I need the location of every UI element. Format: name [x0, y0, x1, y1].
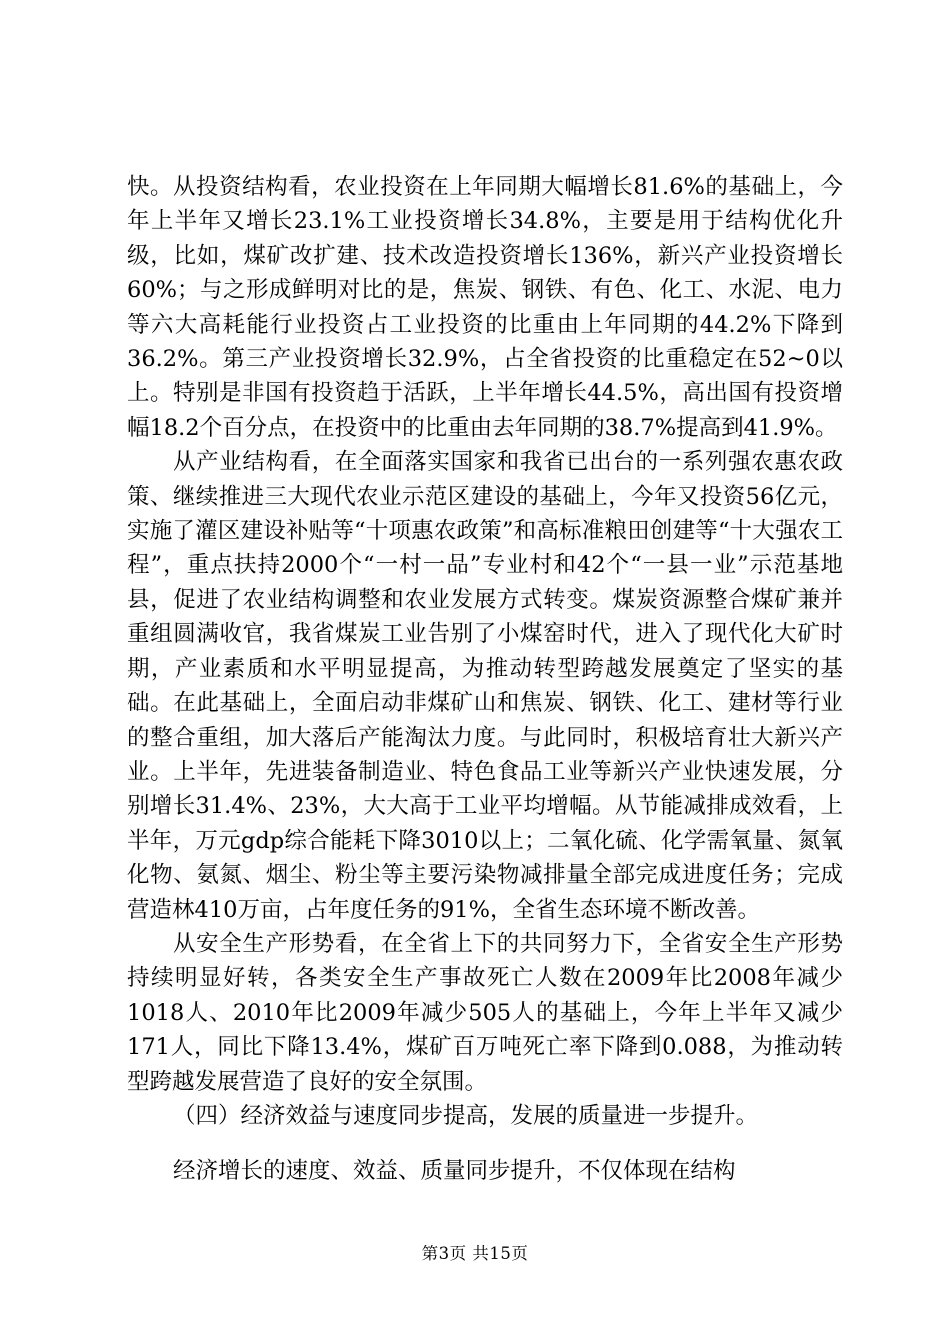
paragraph-investment-structure: 快。从投资结构看，农业投资在上年同期大幅增长81.6%的基础上，今年上半年又增长23.1%工业投资增长34.8%，主要是用于结构优化升级，比如，煤矿改扩建、技术改造投资增长136%，新兴产业投资增长60%；与之形成鲜明对比的是，焦炭、钢铁、有色、化工、水泥、电力等六大高耗能行业投资占工业投资的比重由上年同期的44.2%下降到36.2%。第三产业投资增长32.9%，占全省投资的比重稳定在52~0以上。特别是非国有投资趋于活跃，上半年增长44.5%，高出国有投资增幅18.2个百分点，在投资中的比重由去年同期的38.7%提高到41.9%。	[127, 174, 843, 441]
section-heading-four: （四）经济效益与速度同步提高，发展的质量进一步提升。	[173, 1102, 759, 1129]
paragraph-industrial-structure: 从产业结构看，在全面落实国家和我省已出台的一系列强农惠农政策、继续推进三大现代农业示范区建设的基础上，今年又投资56亿元，实施了灌区建设补贴等“十项惠农政策”和高标准粮田创建等“十大强农工程”，重点扶持2000个“一村一品”专业村和42个“一县一业”示范基地县，促进了农业结构调整和农业发展方式转变。煤炭资源整合煤矿兼并重组圆满收官，我省煤炭工业告别了小煤窑时代，进入了现代化大矿时期，产业素质和水平明显提高，为推动转型跨越发展奠定了坚实的基础。在此基础上，全面启动非煤矿山和焦炭、钢铁、化工、建材等行业的整合重组，加大落后产能淘汰力度。与此同时，积极培育壮大新兴产业。上半年，先进装备制造业、特色食品工业等新兴产业快速发展，分别增长31.4%、23%，大大高于工业平均增幅。从节能减排成效看，上半年，万元gdp综合能耗下降3010以上；二氧化硫、化学需氧量、氮氧化物、氨氮、烟尘、粉尘等主要污染物减排量全部完成进度任务；完成营造林410万亩，占年度任务的91%，全省生态环境不断改善。	[127, 449, 843, 923]
paragraph-economic-growth: 经济增长的速度、效益、质量同步提升，不仅体现在结构	[173, 1158, 736, 1185]
page-number-footer: 第3页 共15页	[421, 1244, 529, 1263]
document-body	[127, 170, 843, 1189]
paragraph-safety-production: 从安全生产形势看，在全省上下的共同努力下，全省安全生产形势持续明显好转，各类安全生产事故死亡人数在2009年比2008年减少1018人、2010年比2009年减少505人的基础上，今年上半年又减少171人，同比下降13.4%，煤矿百万吨死亡率下降到0.088，为推动转型跨越发展营造了良好的安全氛围。	[127, 930, 843, 1095]
